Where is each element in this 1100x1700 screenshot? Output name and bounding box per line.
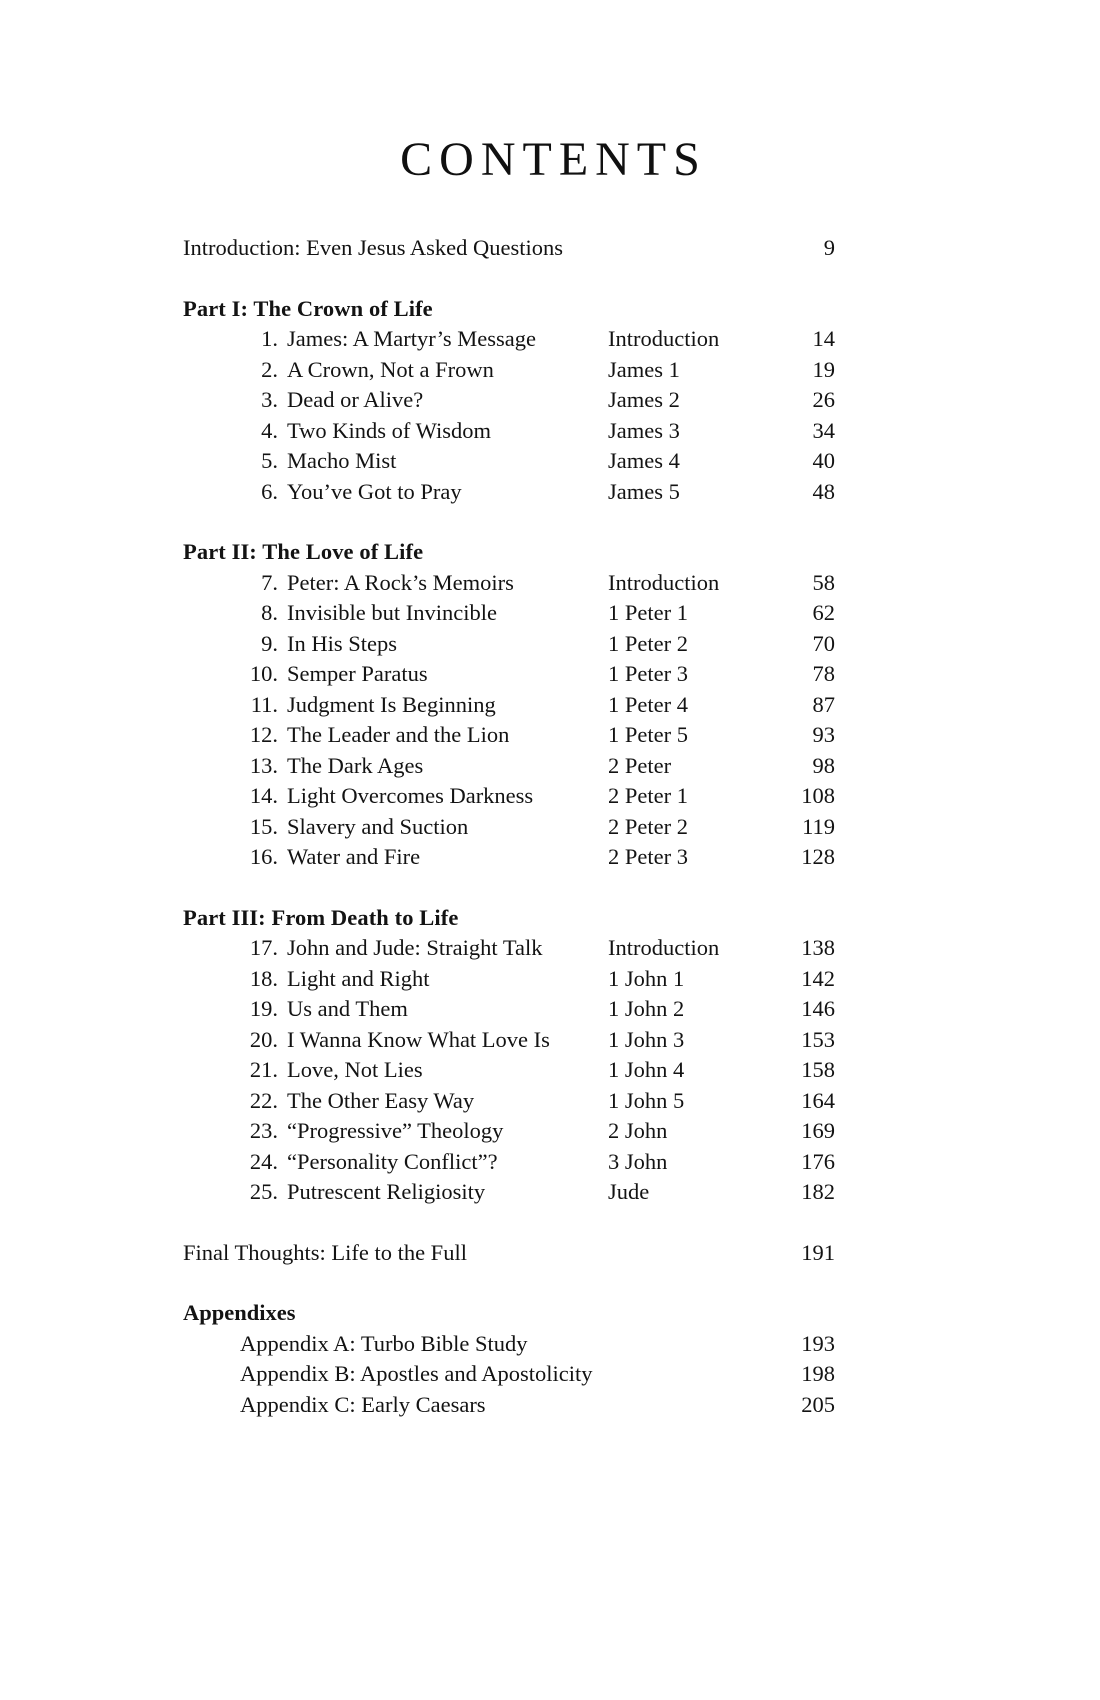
toc-entry-label: [240, 1025, 550, 1056]
appendixes-heading: [183, 1298, 843, 1329]
chapter-title: You’ve Got to Pray: [287, 478, 462, 504]
chapter-reference: 2 Peter 2: [608, 813, 688, 839]
toc-entry-page: 169: [801, 1118, 835, 1143]
chapter-number: 13.: [249, 752, 278, 778]
toc-entry-label: [240, 1055, 423, 1086]
toc-entry-page: 138: [801, 935, 835, 960]
chapter-number: 2.: [261, 356, 278, 382]
chapter-title: Water and Fire: [287, 844, 421, 869]
toc-entry-page: 14: [812, 326, 835, 351]
chapter-number: 6.: [261, 478, 278, 504]
toc-entry-label: [240, 416, 491, 447]
toc-entry-chapter[interactable]: [183, 324, 843, 355]
toc-entry-page: 176: [801, 1148, 835, 1174]
spacer: [183, 873, 843, 903]
toc-entry-label: Final Thoughts: Life to the Full: [183, 1239, 467, 1265]
chapter-reference: James 2: [608, 387, 680, 412]
toc-entry-page: 128: [801, 844, 835, 869]
chapter-number: 21.: [249, 1057, 278, 1082]
part-heading-1: [183, 294, 843, 325]
chapter-title: The Other Easy Way: [287, 1087, 475, 1113]
toc-entry-page: 164: [801, 1087, 835, 1113]
chapter-title: Light Overcomes Darkness: [287, 783, 534, 808]
chapter-reference: 2 Peter 3: [608, 844, 688, 869]
toc-entry-page: 40: [812, 448, 835, 473]
toc-entry-label: [240, 812, 468, 843]
page-title: CONTENTS: [400, 133, 707, 186]
toc-entry-page: 34: [812, 417, 835, 443]
toc-entry-chapter[interactable]: [183, 751, 843, 782]
toc-entry-label: [240, 964, 430, 995]
toc-entry-label: [240, 568, 514, 599]
toc-entry-page: 9: [823, 235, 835, 260]
toc-entry-page: 205: [801, 1391, 835, 1417]
chapter-title: Invisible but Invincible: [287, 600, 497, 625]
chapter-title: “Progressive” Theology: [287, 1118, 504, 1143]
spacer: [183, 264, 843, 294]
chapter-title: In His Steps: [287, 630, 398, 656]
toc-entry-label: [240, 751, 423, 782]
toc-entry-label: [240, 1116, 503, 1147]
chapter-title: “Personality Conflict”?: [287, 1148, 498, 1174]
toc-entry-label: [240, 324, 536, 355]
toc-entry-chapter[interactable]: [183, 1055, 843, 1086]
toc-entry-page: 48: [812, 478, 835, 504]
toc-entry-introduction[interactable]: [183, 233, 843, 264]
chapter-number: 8.: [261, 600, 278, 625]
chapter-number: 15.: [249, 813, 278, 839]
chapter-number: 12.: [249, 722, 278, 747]
appendix-title: Appendix C: Early Caesars: [240, 1391, 486, 1417]
toc-entry-page: 26: [812, 387, 835, 412]
toc-entry-label: [240, 1177, 485, 1208]
toc-entry-label: [240, 598, 497, 629]
chapter-title: I Wanna Know What Love Is: [287, 1026, 550, 1052]
toc-entry-page: 93: [812, 722, 835, 747]
chapter-reference: 2 John: [608, 1118, 668, 1143]
toc-entry-page: 153: [801, 1026, 835, 1052]
toc-entry-chapter[interactable]: [183, 781, 843, 812]
chapter-reference: 1 Peter 3: [608, 661, 688, 686]
toc-entry-chapter[interactable]: [183, 842, 843, 873]
chapter-reference: 1 John 4: [608, 1057, 685, 1082]
chapter-title: Slavery and Suction: [287, 813, 469, 839]
chapter-reference: 1 Peter 4: [608, 691, 688, 717]
chapter-number: 1.: [261, 326, 278, 351]
chapter-number: 23.: [249, 1118, 278, 1143]
toc-entry-chapter[interactable]: [183, 964, 843, 995]
chapter-number: 22.: [249, 1087, 278, 1113]
toc-entry-label: [240, 385, 423, 416]
toc-entry-chapter[interactable]: [183, 1147, 843, 1178]
toc-entry-page: 19: [812, 356, 835, 382]
chapter-reference: 1 John 3: [608, 1026, 685, 1052]
part-heading-label: Part I: The Crown of Life: [183, 295, 433, 321]
toc-entry-page: 198: [801, 1361, 835, 1386]
toc-entry-chapter[interactable]: [183, 355, 843, 386]
chapter-reference: 1 John 2: [608, 996, 685, 1021]
part-heading-2: [183, 537, 843, 568]
toc-entry-label: Introduction: Even Jesus Asked Questions: [183, 235, 563, 260]
toc-entry-chapter[interactable]: [183, 598, 843, 629]
chapter-number: 25.: [249, 1179, 278, 1204]
toc-entry-label: [240, 659, 428, 690]
chapter-reference: James 4: [608, 448, 680, 473]
chapter-number: 16.: [249, 844, 278, 869]
chapter-number: 19.: [249, 996, 278, 1021]
chapter-reference: 2 Peter: [608, 752, 672, 778]
toc-entry-chapter[interactable]: [183, 720, 843, 751]
toc-entry-chapter[interactable]: [183, 385, 843, 416]
chapter-reference: 1 John 5: [608, 1087, 685, 1113]
appendixes-heading-label: Appendixes: [183, 1300, 296, 1325]
toc-entry-page: 191: [801, 1239, 835, 1265]
toc-entry-chapter[interactable]: [183, 1177, 843, 1208]
chapter-title: Putrescent Religiosity: [287, 1179, 486, 1204]
chapter-number: 9.: [261, 630, 278, 656]
appendix-title: Appendix B: Apostles and Apostolicity: [240, 1361, 593, 1386]
chapter-number: 7.: [261, 569, 278, 595]
toc-content: [183, 233, 843, 1420]
toc-entry-label: [240, 842, 420, 873]
spacer: [183, 1208, 843, 1238]
chapter-number: 17.: [249, 935, 278, 960]
chapter-title: Us and Them: [287, 996, 408, 1021]
chapter-reference: Introduction: [608, 326, 720, 351]
toc-entry-label: [240, 690, 496, 721]
chapter-reference: 1 Peter 1: [608, 600, 688, 625]
chapter-reference: 2 Peter 1: [608, 783, 688, 808]
toc-entry-label: [240, 446, 396, 477]
chapter-reference: 1 John 1: [608, 965, 685, 991]
toc-entry-chapter[interactable]: [183, 568, 843, 599]
toc-entry-page: 62: [812, 600, 835, 625]
chapter-number: 10.: [249, 661, 278, 686]
chapter-reference: 1 Peter 5: [608, 722, 688, 747]
toc-entry-chapter[interactable]: [183, 629, 843, 660]
chapter-reference: Introduction: [608, 569, 720, 595]
chapter-title: John and Jude: Straight Talk: [287, 935, 543, 960]
toc-entry-chapter[interactable]: [183, 1025, 843, 1056]
chapter-title: Judgment Is Beginning: [287, 691, 496, 717]
spacer: [183, 1268, 843, 1298]
chapter-title: Love, Not Lies: [287, 1057, 423, 1082]
chapter-reference: 3 John: [608, 1148, 668, 1174]
toc-entry-chapter[interactable]: [183, 994, 843, 1025]
toc-entry-page: 158: [801, 1057, 835, 1082]
chapter-title: Two Kinds of Wisdom: [287, 417, 491, 443]
chapter-title: Peter: A Rock’s Memoirs: [287, 569, 514, 595]
toc-entry-page: 193: [801, 1330, 835, 1356]
toc-entry-page: 108: [801, 783, 835, 808]
chapter-reference: James 5: [608, 478, 680, 504]
toc-entry-label: [240, 629, 397, 660]
chapter-number: 20.: [249, 1026, 278, 1052]
toc-entry-label: [240, 994, 408, 1025]
toc-entry-label: [240, 933, 543, 964]
toc-entry-label: [240, 355, 494, 386]
toc-entry-label: [240, 1086, 474, 1117]
chapter-number: 11.: [250, 691, 278, 717]
toc-entry-page: 146: [801, 996, 835, 1021]
spacer: [183, 507, 843, 537]
part-heading-3: [183, 903, 843, 934]
toc-entry-label: [240, 781, 533, 812]
chapter-number: 14.: [249, 783, 278, 808]
toc-entry-appendix[interactable]: [183, 1390, 843, 1421]
chapter-title: The Leader and the Lion: [287, 722, 510, 747]
toc-entry-label: [240, 1147, 498, 1178]
toc-entry-final-thoughts[interactable]: [183, 1238, 843, 1269]
toc-entry-page: 98: [812, 752, 835, 778]
toc-entry-label: [240, 477, 462, 508]
chapter-reference: James 3: [608, 417, 680, 443]
toc-entry-page: 182: [801, 1179, 835, 1204]
toc-entry-chapter[interactable]: [183, 659, 843, 690]
toc-entry-appendix[interactable]: [183, 1359, 843, 1390]
toc-entry-page: 78: [812, 661, 835, 686]
chapter-title: A Crown, Not a Frown: [287, 356, 494, 382]
part-heading-label: Part II: The Love of Life: [183, 539, 424, 564]
chapter-reference: Jude: [608, 1179, 650, 1204]
toc-entry-chapter[interactable]: [183, 933, 843, 964]
chapter-title: James: A Martyr’s Message: [287, 326, 536, 351]
toc-entry-page: 119: [802, 813, 835, 839]
chapter-number: 5.: [261, 448, 278, 473]
toc-entry-chapter[interactable]: [183, 446, 843, 477]
chapter-number: 4.: [261, 417, 278, 443]
toc-entry-chapter[interactable]: [183, 812, 843, 843]
chapter-reference: 1 Peter 2: [608, 630, 688, 656]
toc-entry-page: 87: [812, 691, 835, 717]
chapter-reference: Introduction: [608, 935, 720, 960]
toc-entry-page: 70: [812, 630, 835, 656]
chapter-number: 18.: [249, 965, 278, 991]
chapter-title: The Dark Ages: [287, 752, 424, 778]
toc-entry-appendix[interactable]: [183, 1329, 843, 1360]
chapter-title: Light and Right: [287, 965, 430, 991]
chapter-title: Semper Paratus: [287, 661, 428, 686]
toc-entry-label: [240, 720, 509, 751]
toc-entry-chapter[interactable]: [183, 477, 843, 508]
chapter-number: 3.: [261, 387, 278, 412]
appendix-title: Appendix A: Turbo Bible Study: [240, 1330, 528, 1356]
chapter-reference: James 1: [608, 356, 680, 382]
chapter-number: 24.: [249, 1148, 278, 1174]
toc-entry-page: 142: [801, 965, 835, 991]
chapter-title: Macho Mist: [287, 448, 397, 473]
toc-entry-chapter[interactable]: [183, 1116, 843, 1147]
chapter-title: Dead or Alive?: [287, 387, 424, 412]
part-heading-label: Part III: From Death to Life: [183, 904, 459, 930]
toc-entry-chapter[interactable]: [183, 1086, 843, 1117]
toc-entry-page: 58: [812, 569, 835, 595]
toc-entry-chapter[interactable]: [183, 690, 843, 721]
toc-entry-chapter[interactable]: [183, 416, 843, 447]
